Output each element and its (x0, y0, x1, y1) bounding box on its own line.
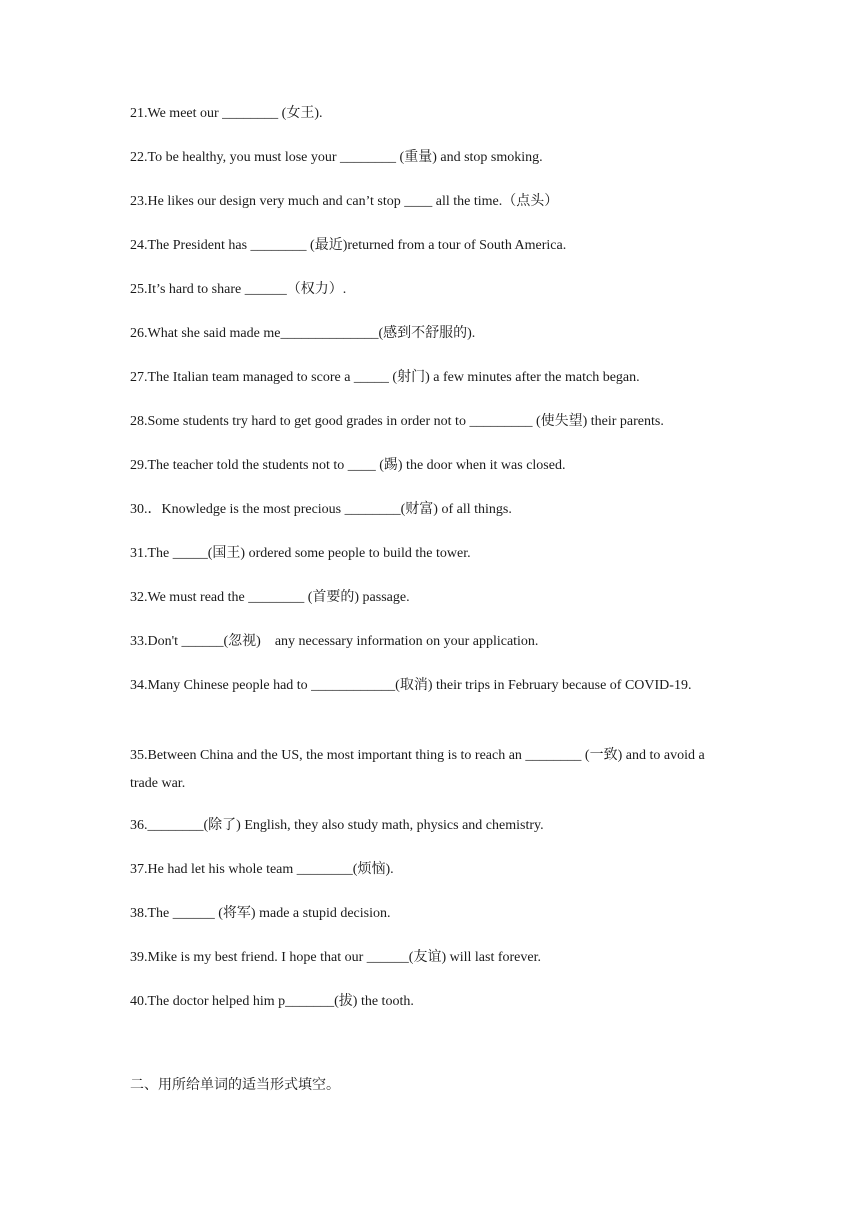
question-29: 29.The teacher told the students not to ____ (踢) the door when it was closed. (130, 458, 566, 473)
section-heading: 二、用所给单词的适当形式填空。 (130, 1078, 340, 1093)
question-31: 31.The _____(国王) ordered some people to build the tower. (130, 546, 471, 561)
question-25: 25.It’s hard to share ______（权力）. (130, 282, 347, 297)
question-33: 33.Don't ______(忽视) any necessary information on your application. (130, 634, 539, 649)
question-30: 30.．Knowledge is the most precious ________(财富) of all things. (130, 502, 512, 517)
question-34: 34.Many Chinese people had to ____________(取消) their trips in February because of COVID-19. (130, 678, 692, 693)
question-38: 38.The ______ (将军) made a stupid decision. (130, 906, 391, 921)
question-26: 26.What she said made me______________(感到不舒服的). (130, 326, 476, 341)
question-22: 22.To be healthy, you must lose your ________ (重量) and stop smoking. (130, 150, 543, 165)
question-36: 36.________(除了) English, they also study math, physics and chemistry. (130, 818, 544, 833)
question-40: 40.The doctor helped him p_______(拔) the tooth. (130, 994, 414, 1009)
question-28: 28.Some students try hard to get good grades in order not to _________ (使失望) their parents. (130, 414, 664, 429)
question-32: 32.We must read the ________ (首要的) passage. (130, 590, 410, 605)
question-24: 24.The President has ________ (最近)returned from a tour of South America. (130, 238, 567, 253)
question-27: 27.The Italian team managed to score a _____ (射门) a few minutes after the match began. (130, 370, 640, 385)
question-23: 23.He likes our design very much and can’t stop ____ all the time.（点头） (130, 194, 559, 209)
question-35: 35.Between China and the US, the most important thing is to reach an ________ (一致) and to avoid a trade war. (130, 748, 705, 791)
question-39: 39.Mike is my best friend. I hope that our ______(友谊) will last forever. (130, 950, 541, 965)
question-37: 37.He had let his whole team ________(烦恼). (130, 862, 394, 877)
question-21: 21.We meet our ________ (女王). (130, 106, 323, 121)
